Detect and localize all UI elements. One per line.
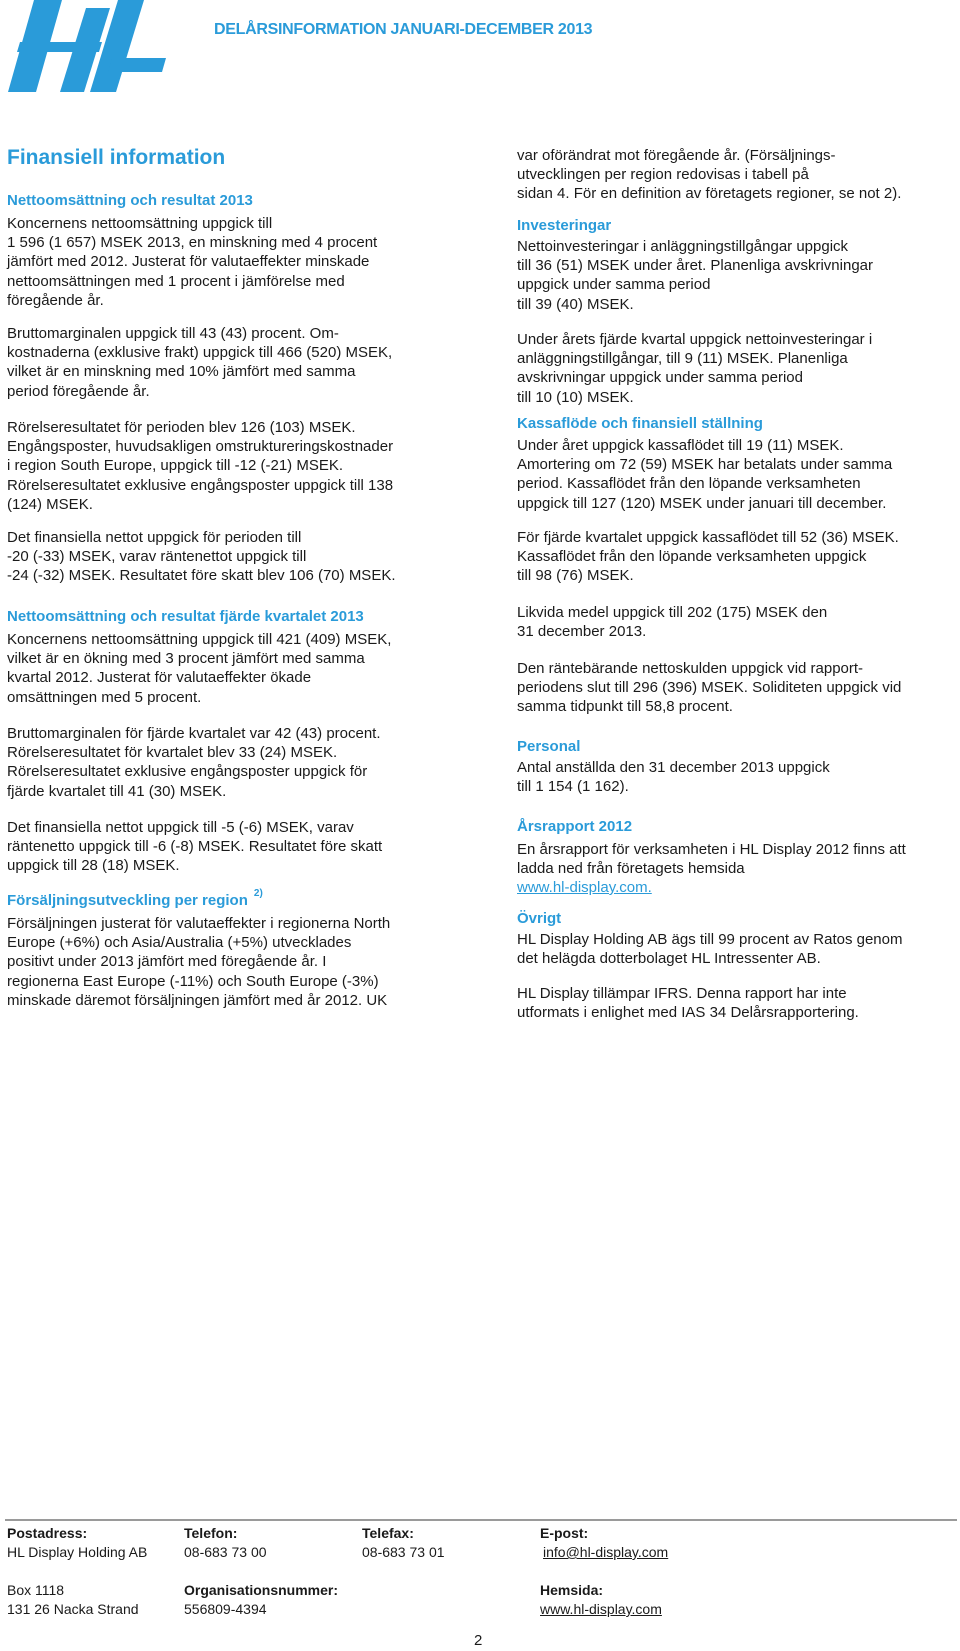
footer-org-value: 556809-4394 xyxy=(184,1601,267,1617)
footer-postal-label: Postadress: xyxy=(7,1525,88,1541)
paragraph: Koncernens nettoomsättning uppgick till 421 (409) MSEK, vilket är en ökning med 3 procent jämfört med samma kvartal 2012. Justerat för valutaeffekter ökade omsättningen med 5 procent. xyxy=(7,631,392,706)
paragraph: Det finansiella nettot uppgick till -5 (-6) MSEK, varav räntenetto uppgick till -6 (-8) MSEK. Resultatet före skatt uppgick till 28 (18) MSEK. xyxy=(7,819,383,875)
paragraph: Bruttomarginalen uppgick till 43 (43) procent. Om- kostnaderna (exklusive frakt) uppgick till 466 (520) MSEK, vilket är en minskning med 10% jämfört med samma period föregående år. xyxy=(7,325,393,400)
footer-phone-value: 08-683 73 00 xyxy=(184,1544,267,1560)
page-number: 2 xyxy=(474,1632,483,1649)
document-header-title: DELÅRSINFORMATION JANUARI-DECEMBER 2013 xyxy=(214,21,593,38)
paragraph: En årsrapport för verksamheten i HL Display 2012 finns att ladda ned från företagets hemsida xyxy=(517,841,906,878)
footer-org-label: Organisationsnummer: xyxy=(184,1582,339,1598)
heading-investments: Investeringar xyxy=(517,217,612,234)
paragraph: Under årets fjärde kvartal uppgick nettoinvesteringar i anläggningstillgångar, till 9 (11) MSEK. Planenliga avskrivningar uppgick under samma period till 10 (10) MSEK. xyxy=(517,331,873,406)
heading-annual-report: Årsrapport 2012 xyxy=(517,818,633,835)
heading-staff: Personal xyxy=(517,738,581,755)
heading-region-text: Försäljningsutveckling per region xyxy=(7,892,248,909)
hl-logo-icon xyxy=(6,0,166,100)
heading-other: Övrigt xyxy=(517,910,562,927)
heading-region xyxy=(7,888,263,909)
footer-postal-line: 131 26 Nacka Strand xyxy=(7,1601,139,1617)
footer-postal-line: HL Display Holding AB xyxy=(7,1544,148,1560)
paragraph: Det finansiella nettot uppgick för perioden till -20 (-33) MSEK, varav räntenettot uppgick till -24 (-32) MSEK. Resultatet före skatt blev 106 (70) MSEK. xyxy=(7,529,396,585)
paragraph: HL Display Holding AB ägs till 99 procent av Ratos genom det helägda dotterbolaget HL Intressenter AB. xyxy=(517,931,903,968)
paragraph: Antal anställda den 31 december 2013 uppgick till 1 154 (1 162). xyxy=(517,759,830,796)
footer-fax-value: 08-683 73 01 xyxy=(362,1544,445,1560)
paragraph: var oförändrat mot föregående år. (Försäljnings- utvecklingen per region redovisas i tabell på sidan 4. För en definition av företagets regioner, se not 2). xyxy=(517,147,902,203)
paragraph: För fjärde kvartalet uppgick kassaflödet till 52 (36) MSEK. Kassaflödet från den löpande verksamheten uppgick till 98 (76) MSEK. xyxy=(517,529,899,585)
paragraph: Nettoinvesteringar i anläggningstillgångar uppgick till 36 (51) MSEK under året. Planenliga avskrivningar uppgick under samma period till 39 (40) MSEK. xyxy=(517,238,874,313)
heading-cashflow: Kassaflöde och finansiell ställning xyxy=(517,415,763,432)
section-title: Finansiell information xyxy=(7,146,226,169)
footer-divider xyxy=(5,1519,957,1521)
paragraph: Likvida medel uppgick till 202 (175) MSEK den 31 december 2013. xyxy=(517,604,828,641)
heading-result-q4: Nettoomsättning och resultat fjärde kvartalet 2013 xyxy=(7,608,364,625)
footer-web-label: Hemsida: xyxy=(540,1582,604,1598)
paragraph: Under året uppgick kassaflödet till 19 (11) MSEK. Amortering om 72 (59) MSEK har betalats under samma period. Kassaflödet från den löpande verksamheten uppgick till 127 (120) MSEK under januari till december. xyxy=(517,437,893,512)
footer-web-link[interactable]: www.hl-display.com xyxy=(540,1601,662,1617)
footnote-ref: 2) xyxy=(253,888,263,899)
paragraph: Rörelseresultatet för perioden blev 126 (103) MSEK. Engångsposter, huvudsakligen omstruktureringskostnader i region South Europe, uppgick till -12 (-21) MSEK. Rörelseresultatet exklusive engångsposter uppgick till 138 (124) MSEK. xyxy=(7,419,394,513)
website-link[interactable]: www.hl-display.com. xyxy=(517,879,652,896)
paragraph: Koncernens nettoomsättning uppgick till 1 596 (1 657) MSEK 2013, en minskning med 4 procent jämfört med 2012. Justerat för valutaeffekter minskade nettoomsättningen med 1 procent i jämförelse med föregående år. xyxy=(7,215,378,309)
paragraph: HL Display tillämpar IFRS. Denna rapport har inte utformats i enlighet med IAS 34 Delårsrapportering. xyxy=(517,985,859,1022)
paragraph: Bruttomarginalen för fjärde kvartalet var 42 (43) procent. Rörelseresultatet för kvartalet blev 33 (24) MSEK. Rörelseresultatet exklusive engångsposter uppgick för fjärde kvartalet till 41 (30) MSEK. xyxy=(7,725,381,800)
paragraph: Den räntebärande nettoskulden uppgick vid rapport- periodens slut till 296 (396) MSEK. Soliditeten uppgick vid samma tidpunkt till 58,8 procent. xyxy=(517,660,902,716)
footer-phone-label: Telefon: xyxy=(184,1525,238,1541)
footer-fax-label: Telefax: xyxy=(362,1525,414,1541)
footer-email-label: E-post: xyxy=(540,1525,589,1541)
paragraph: Försäljningen justerat för valutaeffekter i regionerna North Europe (+6%) och Asia/Australia (+5%) utvecklades positivt under 2013 jämfört med föregående år. I regionerna East Europe (-11%) och South Europe (-3%) minskade däremot försäljningen jämfört med år 2012. UK xyxy=(7,915,391,1009)
heading-result-year: Nettoomsättning och resultat 2013 xyxy=(7,192,253,209)
footer-postal-line: Box 1118 xyxy=(7,1582,65,1598)
footer-email-link[interactable]: info@hl-display.com xyxy=(543,1544,669,1560)
